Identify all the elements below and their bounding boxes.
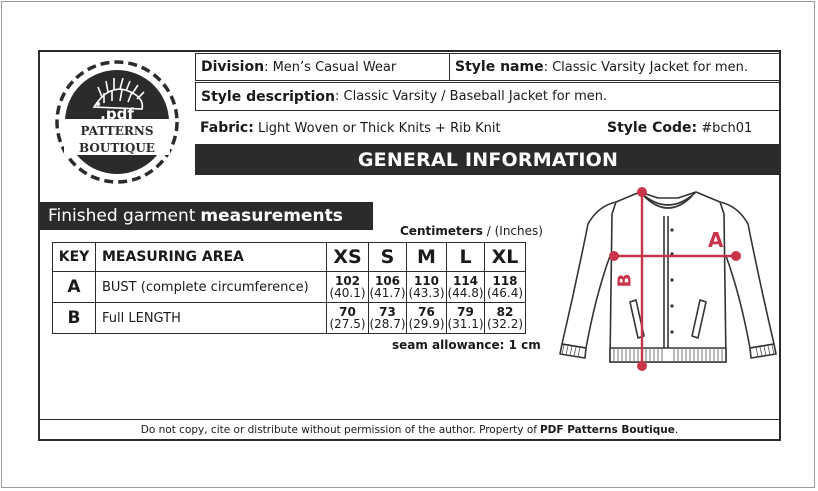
logo-text-patterns: PATTERNS <box>80 124 154 138</box>
row-key: B <box>53 303 96 334</box>
style-code-field <box>607 120 752 136</box>
col-header-key: KEY <box>53 243 96 272</box>
table-cell <box>327 303 369 334</box>
jacket-diagram <box>558 184 778 374</box>
seam-allowance-value: : 1 cm <box>499 338 541 352</box>
col-header-xl: XL <box>485 243 526 272</box>
cell-inches: (29.9) <box>408 317 445 331</box>
table-header-row <box>53 243 526 272</box>
units-caption-secondary: / (Inches) <box>482 224 543 238</box>
cell-inches: (28.7) <box>369 317 406 331</box>
footer-end: . <box>674 424 679 436</box>
table-row <box>53 303 526 334</box>
row-area: BUST (complete circumference) <box>96 272 327 303</box>
cell-inches: (43.3) <box>408 286 445 300</box>
label-a: A <box>708 228 724 252</box>
division-field <box>195 53 450 81</box>
units-caption-primary: Centimeters <box>400 224 483 238</box>
footer-brand: PDF Patterns Boutique <box>539 424 675 436</box>
style-name-label: Style name <box>455 59 544 75</box>
cell-cm: 118 <box>492 274 518 288</box>
seam-allowance-label: seam allowance <box>392 338 500 352</box>
cell-cm: 76 <box>418 305 435 319</box>
table-cell <box>407 272 447 303</box>
general-information-banner: GENERAL INFORMATION <box>195 144 781 175</box>
style-code-label: Style Code: <box>607 120 698 136</box>
logo-text-boutique: BOUTIQUE <box>79 141 155 155</box>
row-area: Full LENGTH <box>96 303 327 334</box>
cell-inches: (27.5) <box>329 317 366 331</box>
division-label: Division <box>201 59 265 75</box>
cell-cm: 102 <box>334 274 361 288</box>
cell-cm: 110 <box>413 274 440 288</box>
label-b: B <box>614 273 636 288</box>
spec-sheet-card <box>38 50 781 441</box>
row-key: A <box>53 272 96 303</box>
cell-inches: (44.8) <box>447 286 484 300</box>
style-description-field <box>195 82 781 111</box>
table-cell <box>485 303 526 334</box>
cell-inches: (32.2) <box>486 317 524 331</box>
style-description-value: : Classic Varsity / Baseball Jacket for men. <box>335 89 608 104</box>
table-cell <box>369 272 407 303</box>
style-name-field <box>449 53 781 81</box>
table-cell <box>447 303 485 334</box>
table-row <box>53 272 526 303</box>
cell-cm: 70 <box>339 305 356 319</box>
cell-cm: 82 <box>496 305 514 319</box>
seam-allowance-note <box>392 338 541 352</box>
table-cell <box>485 272 526 303</box>
copyright-footer <box>40 419 779 440</box>
col-header-m: M <box>407 243 447 272</box>
table-cell <box>447 272 485 303</box>
col-header-s: S <box>369 243 407 272</box>
footer-text: Do not copy, cite or distribute without permission of the author. Property of <box>140 424 537 436</box>
measurements-table <box>52 242 526 334</box>
measurements-title-bold: measurements <box>200 206 343 226</box>
table-cell <box>407 303 447 334</box>
cell-cm: 114 <box>452 274 479 288</box>
cell-inches: (46.4) <box>486 286 524 300</box>
style-code-value: #bch01 <box>701 121 753 136</box>
fabric-field <box>200 120 501 136</box>
table-cell <box>369 303 407 334</box>
cell-inches: (40.1) <box>329 286 366 300</box>
measurements-title-bar <box>40 202 373 230</box>
units-caption <box>400 224 543 238</box>
division-value: : Men’s Casual Wear <box>264 59 397 75</box>
col-header-area: MEASURING AREA <box>96 243 327 272</box>
measurements-title-prefix: Finished garment <box>48 206 196 226</box>
cell-cm: 106 <box>374 274 401 288</box>
col-header-xs: XS <box>327 243 369 272</box>
fabric-value: Light Woven or Thick Knits + Rib Knit <box>257 121 501 136</box>
logo-text-pdf: .pdf <box>100 105 134 123</box>
brand-logo <box>52 57 182 187</box>
cell-cm: 73 <box>379 305 396 319</box>
style-name-value: : Classic Varsity Jacket for men. <box>543 59 748 75</box>
col-header-l: L <box>447 243 485 272</box>
cell-inches: (41.7) <box>369 286 406 300</box>
varsity-jacket-icon <box>558 184 778 374</box>
style-description-label: Style description <box>201 88 336 105</box>
cell-cm: 79 <box>457 305 474 319</box>
table-cell <box>327 272 369 303</box>
fabric-label: Fabric: <box>200 120 254 136</box>
cell-inches: (31.1) <box>447 317 484 331</box>
